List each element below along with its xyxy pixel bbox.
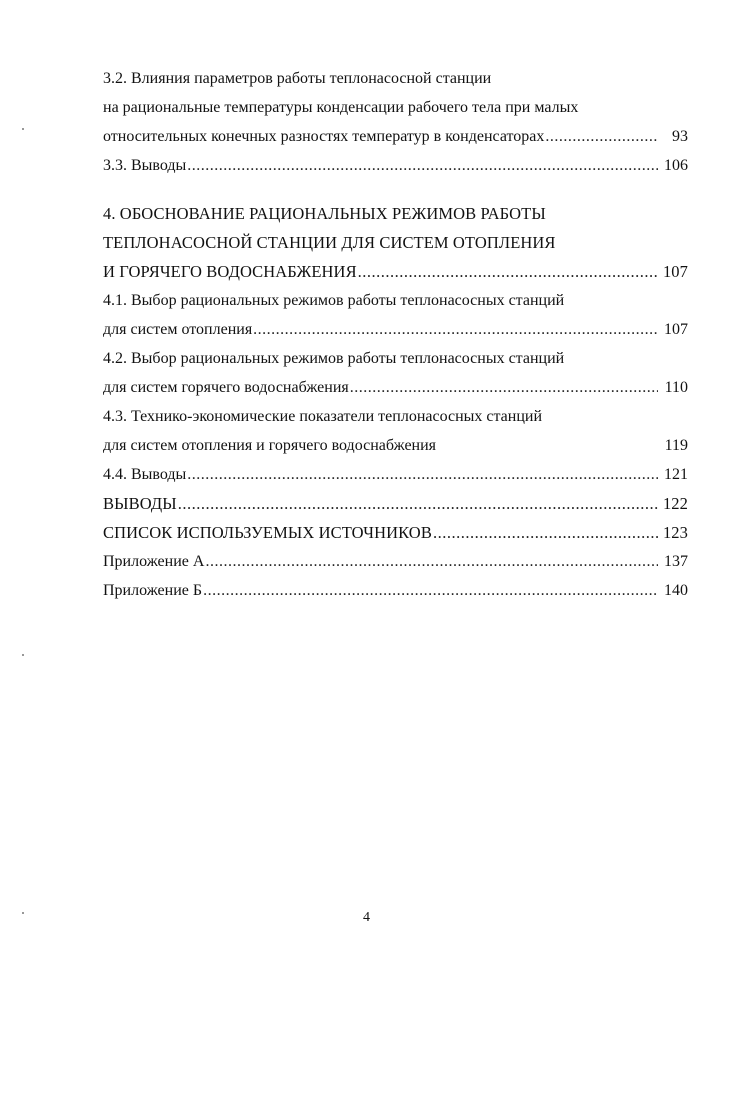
page-number: 4 <box>363 910 370 925</box>
dot-leader <box>545 122 658 151</box>
toc-entry-text: СПИСОК ИСПОЛЬЗУЕМЫХ ИСТОЧНИКОВ <box>103 523 432 542</box>
toc-entry-3-2-line3 <box>103 122 688 151</box>
toc-entry-text: для систем горячего водоснабжения <box>103 379 349 396</box>
toc-entry-text: ТЕПЛОНАСОСНОЙ СТАНЦИИ ДЛЯ СИСТЕМ ОТОПЛЕНИЯ <box>103 233 556 252</box>
toc-entry-text: на рациональные температуры конденсации рабочего тела при малых <box>103 99 579 116</box>
toc-entry-4-2-line1 <box>103 344 688 373</box>
toc-entry-text: Приложение А <box>103 553 205 570</box>
table-of-contents <box>103 64 688 605</box>
toc-chapter-4-line3 <box>103 257 688 286</box>
toc-entry-text: 4.1. Выбор рациональных режимов работы теплонасосных станций <box>103 292 565 309</box>
dot-leader <box>253 315 658 344</box>
toc-entry-3-2-line2 <box>103 93 688 122</box>
toc-entry-conclusions <box>103 489 688 518</box>
toc-entry-references <box>103 518 688 547</box>
dot-leader <box>433 518 658 547</box>
toc-page-number: 106 <box>664 157 688 174</box>
toc-entry-text: для систем отопления и горячего водоснабжения <box>103 437 437 454</box>
toc-entry-4-1-line1 <box>103 286 688 315</box>
toc-entry-3-2-line1 <box>103 64 688 93</box>
toc-page-number: 137 <box>664 553 688 570</box>
toc-page-number: 140 <box>664 582 688 599</box>
scan-speck <box>22 654 24 656</box>
toc-entry-text: ВЫВОДЫ <box>103 494 177 513</box>
toc-page-number: 93 <box>672 128 688 145</box>
toc-entry-text: 3.2. Влияния параметров работы теплонасосной станции <box>103 70 492 87</box>
dot-leader <box>350 373 658 402</box>
toc-entry-4-3-line1 <box>103 402 688 431</box>
toc-chapter-4-line2 <box>103 228 688 257</box>
toc-entry-text: для систем отопления <box>103 321 253 338</box>
dot-leader <box>358 257 658 286</box>
toc-entry-4-4 <box>103 460 688 489</box>
toc-entry-text: 4.3. Технико-экономические показатели теплонасосных станций <box>103 408 543 425</box>
scan-speck <box>22 128 24 130</box>
toc-entry-4-2-line2 <box>103 373 688 402</box>
toc-page-number: 110 <box>664 379 688 396</box>
toc-page-number: 121 <box>664 466 688 483</box>
toc-entry-text: И ГОРЯЧЕГО ВОДОСНАБЖЕНИЯ <box>103 262 357 281</box>
section-gap <box>103 180 688 199</box>
toc-chapter-4-line1 <box>103 199 688 228</box>
toc-page-number: 107 <box>662 262 688 281</box>
toc-entry-text: 4. ОБОСНОВАНИЕ РАЦИОНАЛЬНЫХ РЕЖИМОВ РАБОТЫ <box>103 204 546 223</box>
toc-page-number: 107 <box>664 321 688 338</box>
dot-leader <box>205 547 658 576</box>
toc-entry-text: 4.2. Выбор рациональных режимов работы теплонасосных станций <box>103 350 565 367</box>
toc-entry-text: Приложение Б <box>103 582 203 599</box>
toc-page-number: 119 <box>664 437 688 454</box>
toc-entry-4-3-line2 <box>103 431 688 460</box>
dot-leader <box>178 489 658 518</box>
dot-leader <box>203 576 658 605</box>
toc-entry-text: относительных конечных разностях температур в конденсаторах <box>103 128 545 145</box>
toc-page-number: 122 <box>662 494 688 513</box>
toc-entry-4-1-line2 <box>103 315 688 344</box>
toc-entry-appendix-b <box>103 576 688 605</box>
toc-entry-text: 3.3. Выводы <box>103 157 187 174</box>
toc-entry-text: 4.4. Выводы <box>103 466 187 483</box>
toc-entry-appendix-a <box>103 547 688 576</box>
dot-leader <box>187 151 658 180</box>
dot-leader <box>187 460 658 489</box>
toc-page-number: 123 <box>662 523 688 542</box>
toc-entry-3-3 <box>103 151 688 180</box>
